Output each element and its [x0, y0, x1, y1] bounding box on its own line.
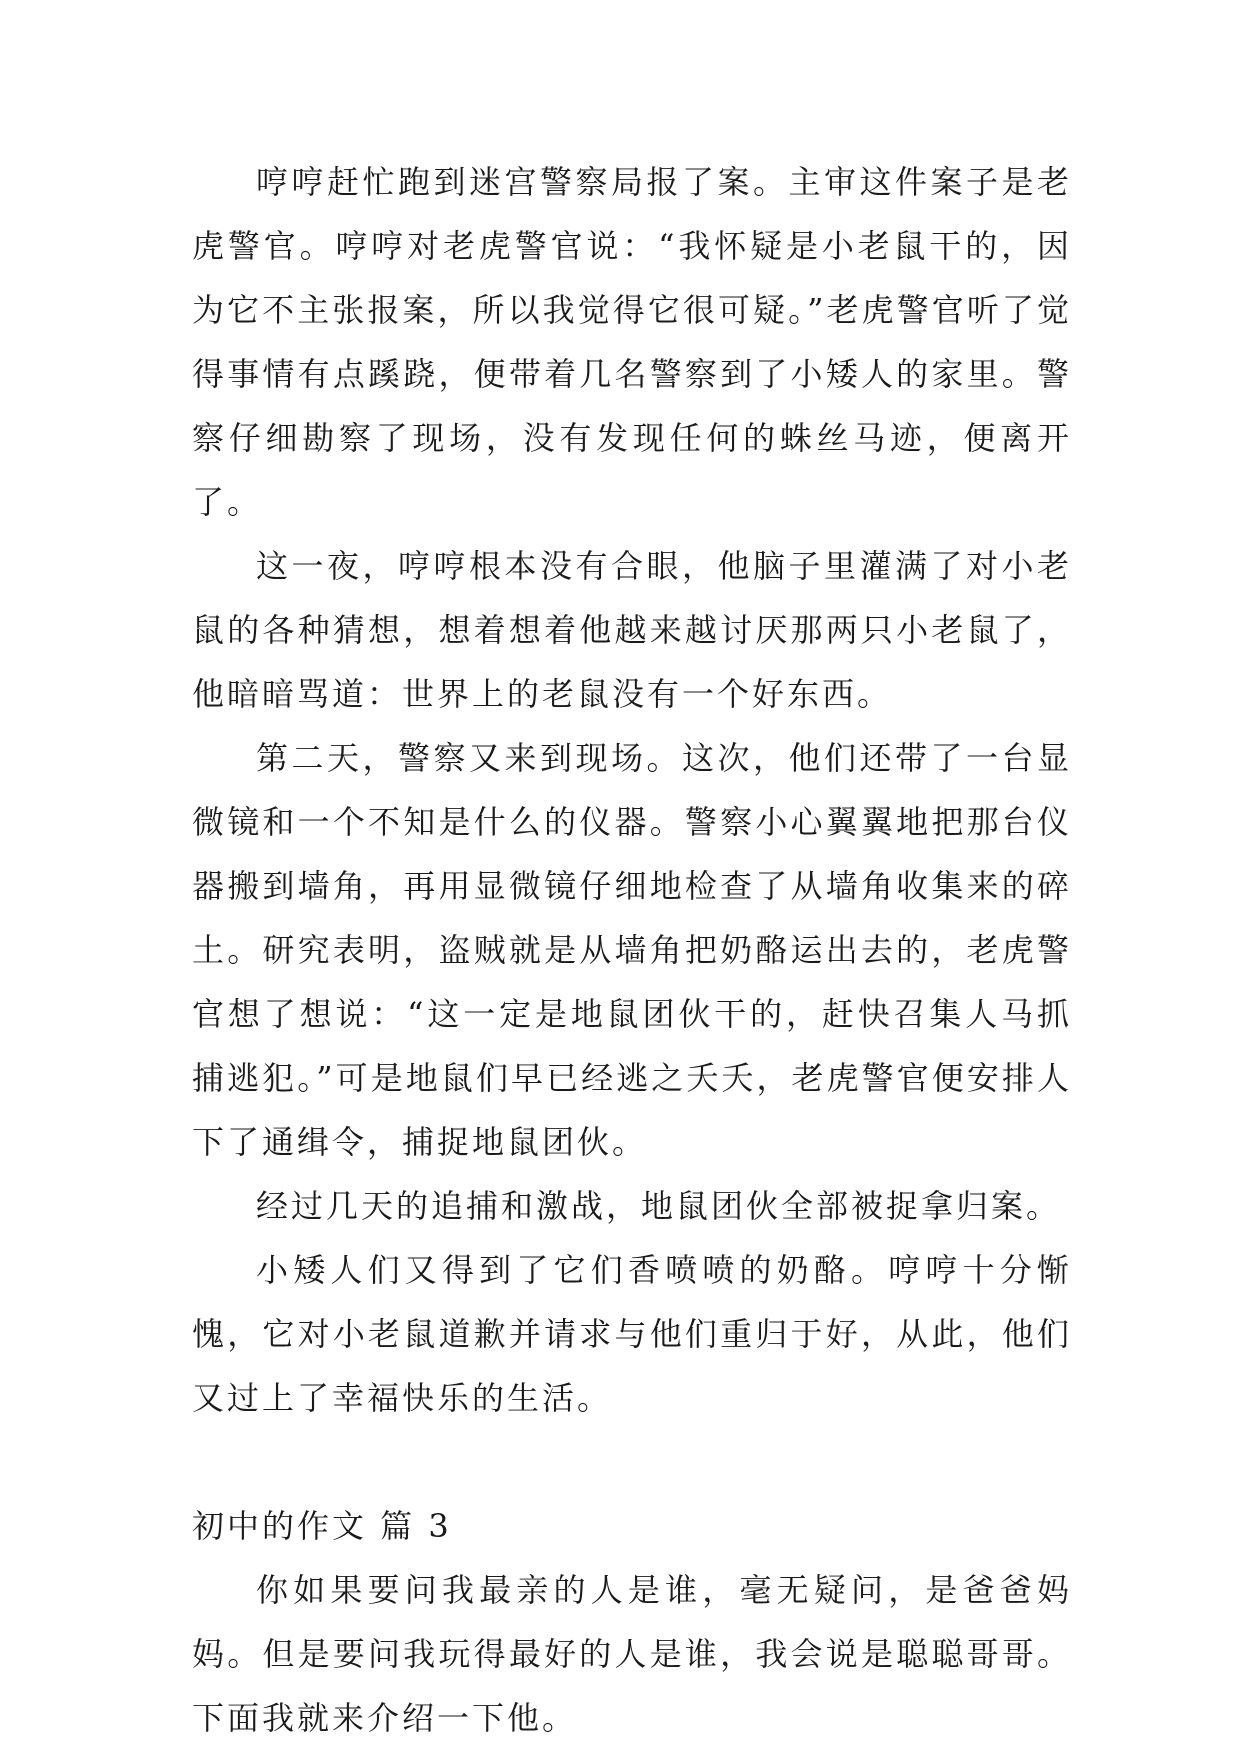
paragraph-ending: 小矮人们又得到了它们香喷喷的奶酪。哼哼十分惭愧，它对小老鼠道歉并请求与他们重归于好，从此，他们又过上了幸福快乐的生活。	[192, 1251, 1072, 1417]
paragraph-investigation: 第二天，警察又来到现场。这次，他们还带了一台显微镜和一个不知是什么的仪器。警察小心翼翼地把那台仪器搬到墙角，再用显微镜仔细地检查了从墙角收集来的碎土。研究表明，盗贼就是从墙角把奶酪运出去的，老虎警官想了想说：“这一定是地鼠团伙干的，赶快召集人马抓捕逃犯。”可是地鼠们早已经逃之夭夭，老虎警官便安排人下了通缉令，捕捉地鼠团伙。	[192, 739, 1072, 1161]
document-body	[192, 150, 1072, 1750]
paragraph-sleepless-night: 这一夜，哼哼根本没有合眼，他脑子里灌满了对小老鼠的各种猜想，想着想着他越来越讨厌那两只小老鼠了，他暗暗骂道：世界上的老鼠没有一个好东西。	[192, 547, 1072, 713]
paragraph-closest-person: 你如果要问我最亲的人是谁，毫无疑问，是爸爸妈妈。但是要问我玩得最好的人是谁，我会说是聪聪哥哥。下面我就来介绍一下他。	[192, 1571, 1072, 1737]
paragraph-report-case: 哼哼赶忙跑到迷宫警察局报了案。主审这件案子是老虎警官。哼哼对老虎警官说：“我怀疑是小老鼠干的，因为它不主张报案，所以我觉得它很可疑。”老虎警官听了觉得事情有点蹊跷，便带着几名警察到了小矮人的家里。警察仔细勘察了现场，没有发现任何的蛛丝马迹，便离开了。	[192, 163, 1072, 521]
section-heading: 初中的作文 篇 3	[192, 1507, 452, 1545]
paragraph-arrest: 经过几天的追捕和激战，地鼠团伙全部被捉拿归案。	[256, 1187, 1062, 1225]
